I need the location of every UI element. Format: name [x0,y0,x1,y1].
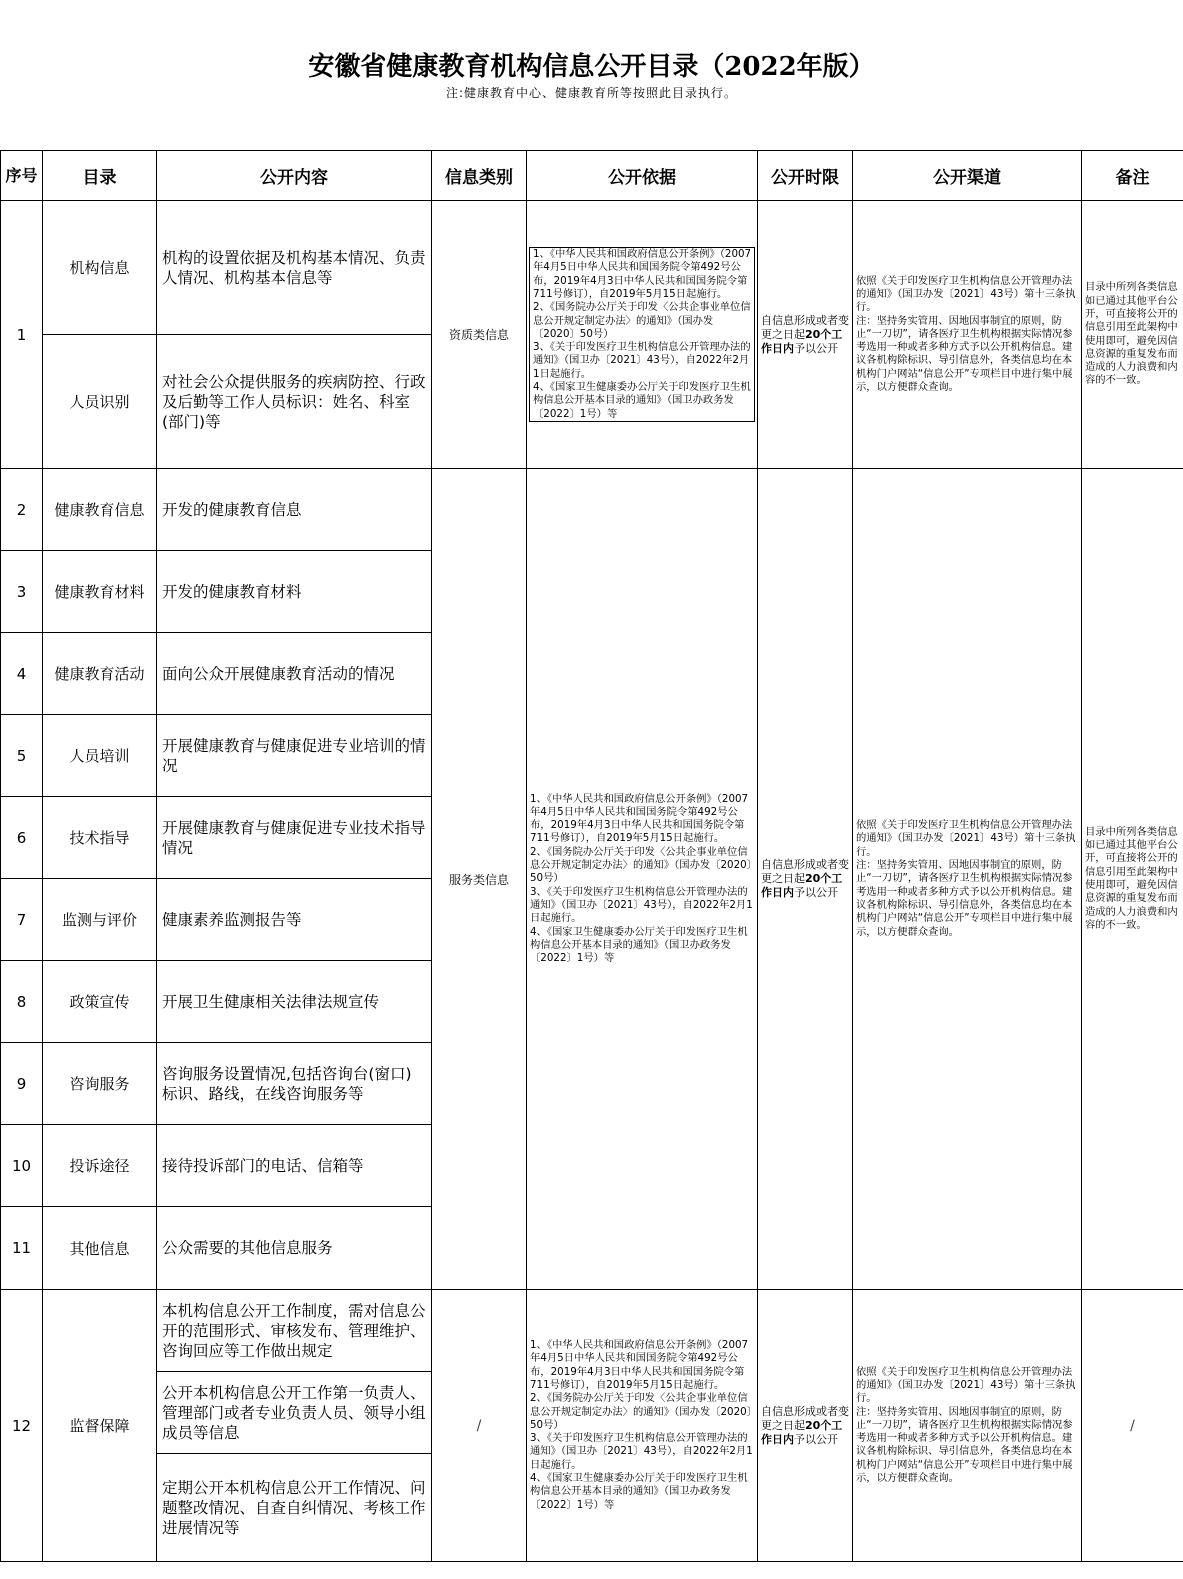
channel-cell [853,1290,1082,1562]
basis-text: 1、《中华人民共和国政府信息公开条例》（2007年4月5日中华人民共和国国务院令第492号公布，2019年4月3日中华人民共和国国务院令第711号修订），自2019年5月15日起施行。 2、《国务院办公厅关于印发〈公共企事业单位信息公开规定制定办法〉的通知》（国办发〔2020〕50号） 3、《关于印发医疗卫生机构信息公开管理办法的通知》（国卫办〔2021〕43号），自2022年2月1日起施行。 4、《国家卫生健康委办公厅关于印发医疗卫生机构信息公开基本目录的通知》（国卫办政务发〔2022〕1号）等 [530,792,753,965]
row-content: 对社会公众提供服务的疾病防控、行政及后勤等工作人员标识：姓名、科室(部门)等 [157,335,432,469]
title-area [0,0,1183,150]
header-basis: 公开依据 [527,151,758,201]
basis-cell [527,201,758,469]
catalog-table [0,150,1183,1562]
row-number: 3 [1,551,43,633]
table-row [1,1290,1183,1372]
row-content: 开展卫生健康相关法律法规宣传 [157,961,432,1043]
row-content: 定期公开本机构信息公开工作情况、问题整改情况、自查自纠情况、考核工作进展情况等 [157,1454,432,1562]
info-category: 资质类信息 [432,201,527,469]
row-number: 7 [1,879,43,961]
row-catalog: 政策宣传 [43,961,157,1043]
row-content: 面向公众开展健康教育活动的情况 [157,633,432,715]
row-catalog: 监督保障 [43,1290,157,1562]
channel-cell [853,201,1082,469]
row-number: 10 [1,1125,43,1207]
remark-cell [1082,469,1183,1290]
row-number: 1 [1,201,43,469]
row-content: 公众需要的其他信息服务 [157,1207,432,1290]
row-catalog: 投诉途径 [43,1125,157,1207]
row-catalog: 技术指导 [43,797,157,879]
time-limit [758,314,852,356]
row-number: 6 [1,797,43,879]
row-content: 开发的健康教育材料 [157,551,432,633]
time-part-a: 自信息形成或者变更之日起 [761,1404,849,1432]
time-part-c: 予以公开 [794,1432,838,1446]
time-limit [758,858,852,900]
row-content: 机构的设置依据及机构基本情况、负责人情况、机构基本信息等 [157,201,432,335]
row-number: 8 [1,961,43,1043]
time-limit [758,1405,852,1447]
row-number: 11 [1,1207,43,1290]
row-number: 12 [1,1290,43,1562]
row-catalog: 咨询服务 [43,1043,157,1125]
header-time: 公开时限 [758,151,853,201]
row-content: 健康素养监测报告等 [157,879,432,961]
basis-cell [527,1290,758,1562]
row-catalog: 机构信息 [43,201,157,335]
row-content: 开展健康教育与健康促进专业技术指导情况 [157,797,432,879]
time-cell [758,469,853,1290]
remark-cell [1082,201,1183,469]
row-content: 接待投诉部门的电话、信箱等 [157,1125,432,1207]
page-subtitle: 注:健康教育中心、健康教育所等按照此目录执行。 [445,86,738,100]
basis-text: 1、《中华人民共和国政府信息公开条例》（2007年4月5日中华人民共和国国务院令第492号公布，2019年4月3日中华人民共和国国务院令第711号修订），自2019年5月15日起施行。 2、《国务院办公厅关于印发〈公共企事业单位信息公开规定制定办法〉的通知》（国办发〔2020〕50号） 3、《关于印发医疗卫生机构信息公开管理办法的通知》（国卫办〔2021〕43号），自2022年2月1日起施行。 4、《国家卫生健康委办公厅关于印发医疗卫生机构信息公开基本目录的通知》（国卫办政务发〔2022〕1号）等 [530,1339,753,1511]
row-content: 本机构信息公开工作制度，需对信息公开的范围形式、审核发布、管理维护、咨询回应等工作做出规定 [157,1290,432,1372]
header-remark: 备注 [1082,151,1183,201]
remark-cell: / [1082,1290,1183,1562]
table-row [1,201,1183,335]
row-catalog: 人员识别 [43,335,157,469]
row-catalog: 监测与评价 [43,879,157,961]
header-catalog: 目录 [43,151,157,201]
time-cell [758,1290,853,1562]
time-part-a: 自信息形成或者变更之日起 [761,313,849,341]
row-catalog: 健康教育活动 [43,633,157,715]
row-catalog: 其他信息 [43,1207,157,1290]
channel-text: 依照《关于印发医疗卫生机构信息公开管理办法的通知》（国卫办发〔2021〕43号）第十三条执行。 注：坚持务实管用、因地因事制宜的原则，防止“一刀切”，请各医疗卫生机构根据实际情况参考选用一种或者多种方式予以公开机构信息。建议各机构除标识、导引信息外，各类信息均在本机构门户网站“信息公开”专项栏目中进行集中展示，以方便群众查询。 [856,274,1076,394]
row-number: 4 [1,633,43,715]
row-catalog: 健康教育材料 [43,551,157,633]
time-part-c: 予以公开 [794,341,838,355]
row-content: 咨询服务设置情况,包括咨询台(窗口)标识、路线，在线咨询服务等 [157,1043,432,1125]
row-catalog: 人员培训 [43,715,157,797]
basis-text: 1、《中华人民共和国政府信息公开条例》（2007年4月5日中华人民共和国国务院令第492号公布，2019年4月3日中华人民共和国国务院令第711号修订），自2019年5月15日起施行。 2、《国务院办公厅关于印发〈公共企事业单位信息公开规定制定办法〉的通知》（国办发〔2020〕50号） 3、《关于印发医疗卫生机构信息公开管理办法的通知》（国卫办〔2021〕43号），自2022年2月1日起施行。 4、《国家卫生健康委办公厅关于印发医疗卫生机构信息公开基本目录的通知》（国卫办政务发〔2022〕1号）等 [529,247,755,422]
info-category: / [432,1290,527,1562]
time-part-b: 20个工作日内 [761,327,843,355]
header-no: 序号 [1,151,43,201]
header-content: 公开内容 [157,151,432,201]
row-number: 9 [1,1043,43,1125]
row-number: 5 [1,715,43,797]
remark-text: 目录中所列各类信息如已通过其他平台公开，可直接将公开的信息引用至此架构中使用即可，避免因信息资源的重复发布而造成的人力浪费和内容的不一致。 [1085,825,1178,931]
row-content: 开展健康教育与健康促进专业培训的情况 [157,715,432,797]
channel-text: 依照《关于印发医疗卫生机构信息公开管理办法的通知》（国卫办发〔2021〕43号）第十三条执行。 注：坚持务实管用、因地因事制宜的原则，防止“一刀切”，请各医疗卫生机构根据实际情况参考选用一种或者多种方式予以公开机构信息。建议各机构除标识、导引信息外，各类信息均在本机构门户网站“信息公开”专项栏目中进行集中展示，以方便群众查询。 [856,819,1076,938]
time-part-b: 20个工作日内 [761,1418,843,1446]
time-part-b: 20个工作日内 [761,872,843,899]
time-cell [758,201,853,469]
time-part-a: 自信息形成或者变更之日起 [761,858,849,885]
info-category: 服务类信息 [432,469,527,1290]
row-content: 开发的健康教育信息 [157,469,432,551]
page-title: 安徽省健康教育机构信息公开目录（2022年版） [308,52,875,82]
row-number: 2 [1,469,43,551]
channel-text: 依照《关于印发医疗卫生机构信息公开管理办法的通知》（国卫办发〔2021〕43号）第十三条执行。 注：坚持务实管用、因地因事制宜的原则，防止“一刀切”，请各医疗卫生机构根据实际情况参考选用一种或者多种方式予以公开机构信息。建议各机构除标识、导引信息外，各类信息均在本机构门户网站“信息公开”专项栏目中进行集中展示，以方便群众查询。 [856,1365,1076,1485]
channel-cell [853,469,1082,1290]
header-channel: 公开渠道 [853,151,1082,201]
table-row [1,469,1183,551]
row-content: 公开本机构信息公开工作第一负责人、管理部门或者专业负责人员、领导小组成员等信息 [157,1372,432,1454]
remark-text: 目录中所列各类信息如已通过其他平台公开，可直接将公开的信息引用至此架构中使用即可，避免因信息资源的重复发布而造成的人力浪费和内容的不一致。 [1085,281,1178,387]
basis-cell [527,469,758,1290]
row-catalog: 健康教育信息 [43,469,157,551]
time-part-c: 予以公开 [794,886,838,899]
header-category: 信息类别 [432,151,527,201]
header-row [1,151,1183,201]
